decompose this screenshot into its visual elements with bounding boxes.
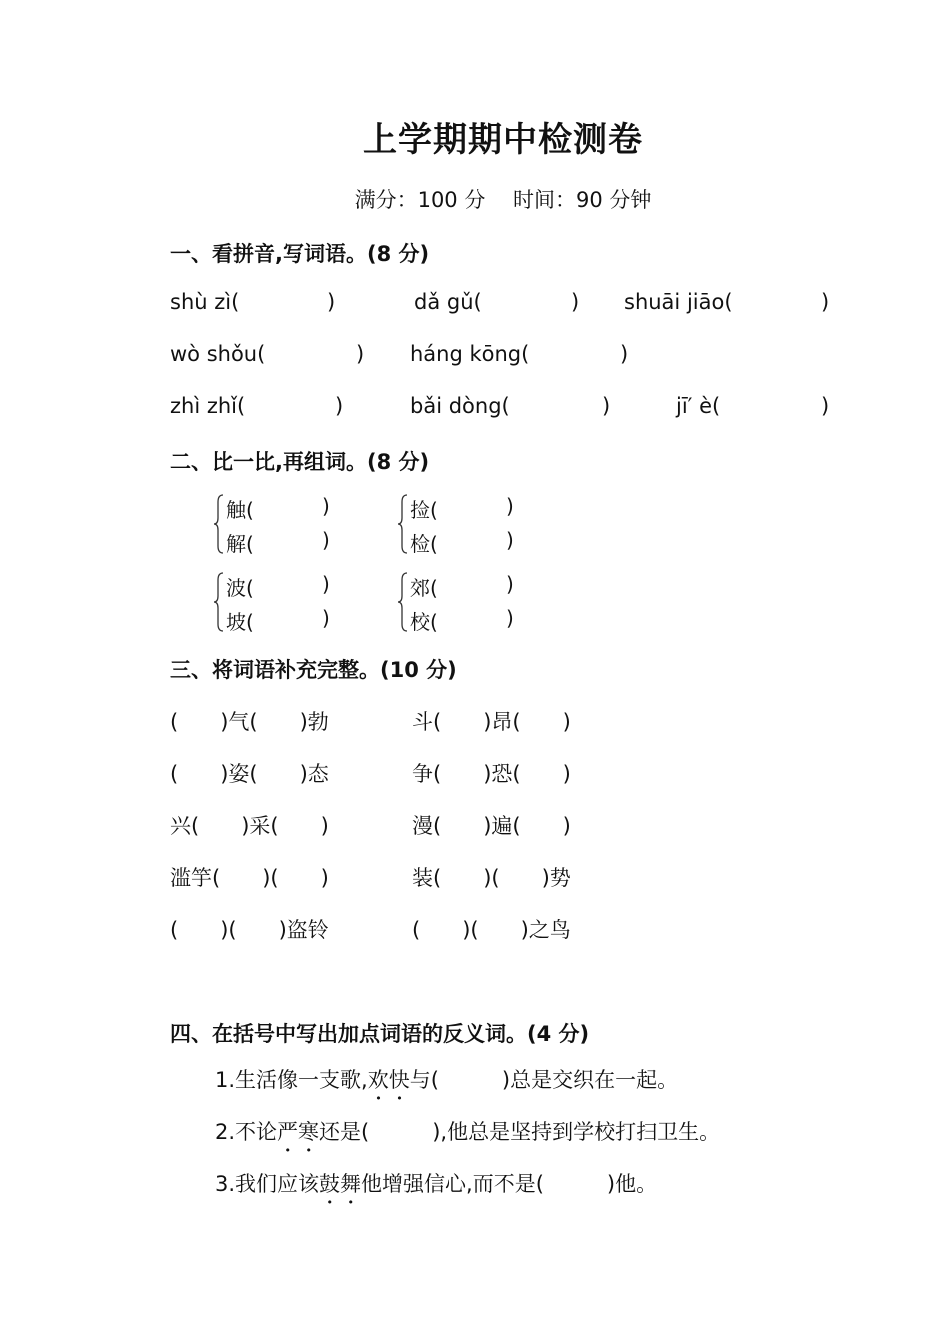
question-text: 3.我们应该 xyxy=(215,1172,320,1196)
pinyin-item: dǎ gǔ( xyxy=(414,290,482,314)
question-2 xyxy=(215,1116,720,1157)
page-title: 上学期期中检测卷 xyxy=(363,120,643,160)
close-paren: ) xyxy=(506,572,514,596)
word-pair-item: 解( xyxy=(226,532,254,556)
idiom-item: ( )( )之鸟 xyxy=(412,918,571,942)
idiom-item: 滥竽( )( ) xyxy=(170,866,329,890)
word-pair-group xyxy=(398,572,528,634)
close-paren: ) xyxy=(322,572,330,596)
question-text: 2.不论 xyxy=(215,1120,278,1144)
pinyin-item: wò shǒu( xyxy=(170,342,266,366)
word-pair-group xyxy=(214,494,344,556)
dotted-word: 鼓舞 xyxy=(319,1172,362,1196)
pinyin-item: bǎi dòng( xyxy=(410,394,510,418)
close-paren: ) xyxy=(335,394,344,418)
idiom-item: 兴( )采( ) xyxy=(170,814,329,838)
close-paren: ) xyxy=(356,342,365,366)
idiom-item: 装( )( )势 xyxy=(412,866,571,890)
close-paren: ) xyxy=(506,606,514,630)
curly-brace-icon xyxy=(398,572,408,632)
close-paren: ) xyxy=(506,494,514,518)
question-text: 与( )总是交织在一起。 xyxy=(409,1068,679,1092)
pinyin-item: shuāi jiāo( xyxy=(624,290,733,314)
word-pair-item: 郊( xyxy=(410,576,438,600)
section-4-heading: 四、在括号中写出加点词语的反义词。(4 分) xyxy=(170,1022,590,1046)
section-2-heading: 二、比一比,再组词。(8 分) xyxy=(170,450,430,474)
close-paren: ) xyxy=(506,528,514,552)
question-3 xyxy=(215,1168,657,1209)
word-pair-group xyxy=(214,572,344,634)
exam-info: 满分：100 分 时间：90 分钟 xyxy=(354,188,652,212)
curly-brace-icon xyxy=(214,572,224,632)
word-pair-item: 触( xyxy=(226,498,254,522)
word-pair-item: 坡( xyxy=(226,610,254,634)
word-pair-item: 检( xyxy=(410,532,438,556)
word-pair-item: 捡( xyxy=(410,498,438,522)
section-1-heading: 一、看拼音,写词语。(8 分) xyxy=(170,242,430,266)
close-paren: ) xyxy=(821,394,830,418)
idiom-item: 漫( )遍( ) xyxy=(412,814,571,838)
word-pair-group xyxy=(398,494,528,556)
close-paren: ) xyxy=(620,342,629,366)
close-paren: ) xyxy=(322,606,330,630)
pinyin-item: shù zì( xyxy=(170,290,240,314)
close-paren: ) xyxy=(602,394,611,418)
pinyin-item: háng kōng( xyxy=(410,342,530,366)
idiom-item: ( )( )盗铃 xyxy=(170,918,329,942)
idiom-item: 争( )恐( ) xyxy=(412,762,571,786)
pinyin-item: jī′ è( xyxy=(676,394,721,418)
dotted-word: 严寒 xyxy=(277,1120,320,1144)
dotted-word: 欢快 xyxy=(367,1068,410,1092)
curly-brace-icon xyxy=(398,494,408,554)
idiom-item: ( )姿( )态 xyxy=(170,762,329,786)
question-text: 还是( ),他总是坚持到学校打扫卫生。 xyxy=(319,1120,721,1144)
section-3-heading: 三、将词语补充完整。(10 分) xyxy=(170,658,457,682)
close-paren: ) xyxy=(327,290,336,314)
pinyin-item: zhì zhǐ( xyxy=(170,394,246,418)
word-pair-item: 波( xyxy=(226,576,254,600)
question-text: 1.生活像一支歌, xyxy=(215,1068,368,1092)
question-text: 他增强信心,而不是( )他。 xyxy=(361,1172,658,1196)
close-paren: ) xyxy=(571,290,580,314)
close-paren: ) xyxy=(322,494,330,518)
idiom-item: 斗( )昂( ) xyxy=(412,710,571,734)
word-pair-item: 校( xyxy=(410,610,438,634)
curly-brace-icon xyxy=(214,494,224,554)
idiom-item: ( )气( )勃 xyxy=(170,710,329,734)
question-1 xyxy=(215,1064,678,1105)
close-paren: ) xyxy=(821,290,830,314)
close-paren: ) xyxy=(322,528,330,552)
